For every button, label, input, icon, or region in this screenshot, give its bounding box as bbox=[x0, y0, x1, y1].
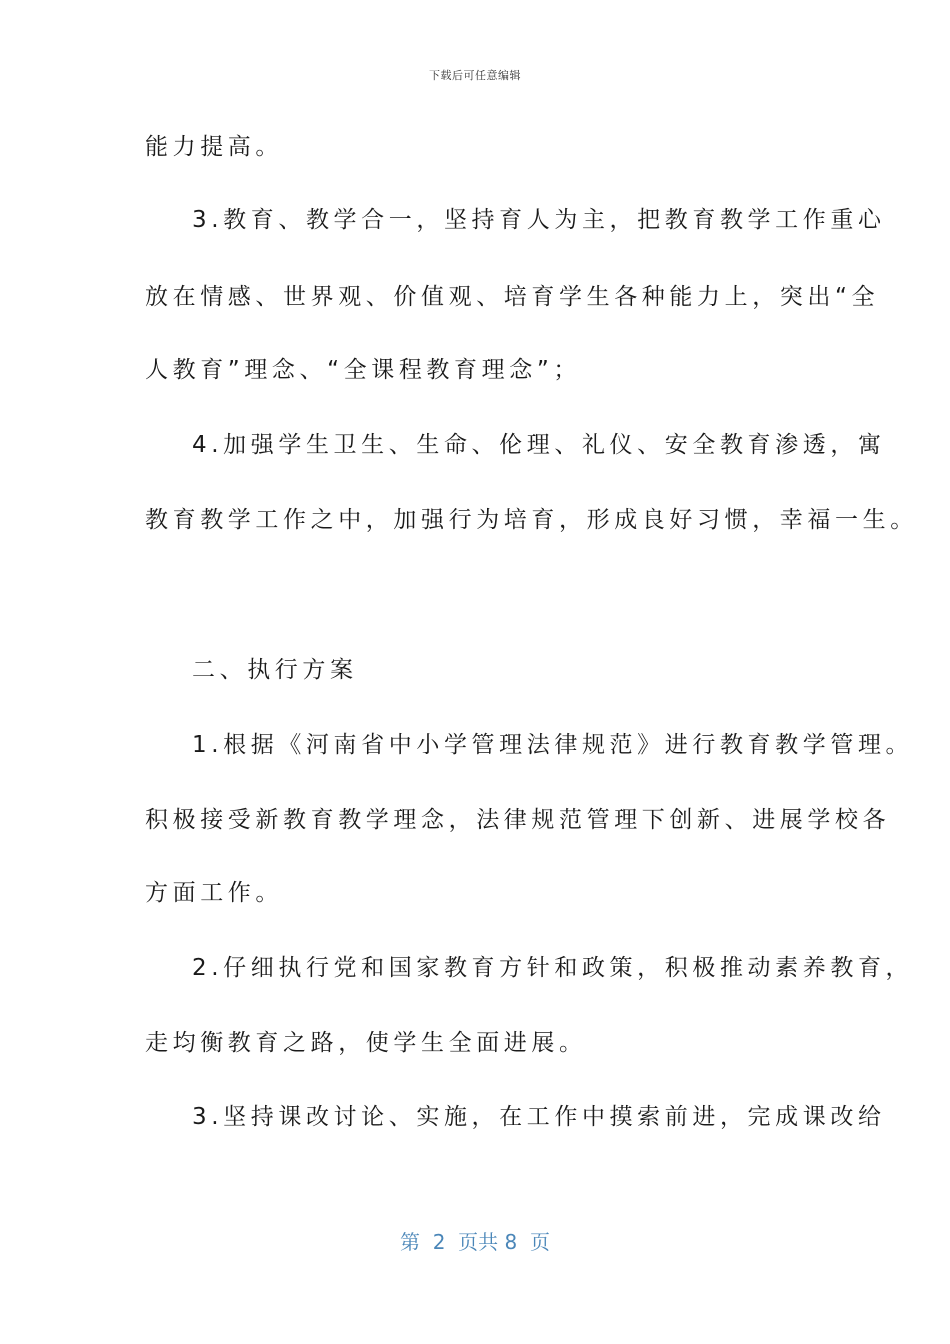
body-line: 3.坚持课改讨论、实施，在工作中摸索前进，完成课改给 bbox=[192, 1104, 886, 1130]
page-number-footer: 第 2 页共 8 页 bbox=[400, 1230, 550, 1254]
page-header-note: 下载后可任意编辑 bbox=[429, 69, 521, 82]
body-line: 走均衡教育之路，使学生全面进展。 bbox=[145, 1030, 587, 1056]
body-line: 人教育”理念、“全课程教育理念”； bbox=[145, 357, 581, 383]
body-line: 能力提高。 bbox=[145, 134, 283, 160]
section-heading: 二、执行方案 bbox=[192, 657, 358, 683]
body-line: 教育教学工作之中，加强行为培育，形成良好习惯，幸福一生。 bbox=[145, 507, 918, 533]
body-line: 方面工作。 bbox=[145, 880, 283, 906]
body-line: 4.加强学生卫生、生命、伦理、礼仪、安全教育渗透，寓 bbox=[192, 432, 886, 458]
body-line: 1.根据《河南省中小学管理法律规范》进行教育教学管理。 bbox=[192, 732, 914, 758]
body-line: 2.仔细执行党和国家教育方针和政策，积极推动素养教育， bbox=[192, 955, 914, 981]
body-line: 放在情感、世界观、价值观、培育学生各种能力上，突出“全 bbox=[145, 284, 880, 310]
body-line: 3.教育、教学合一，坚持育人为主，把教育教学工作重心 bbox=[192, 207, 886, 233]
body-line: 积极接受新教育教学理念，法律规范管理下创新、进展学校各 bbox=[145, 807, 891, 833]
